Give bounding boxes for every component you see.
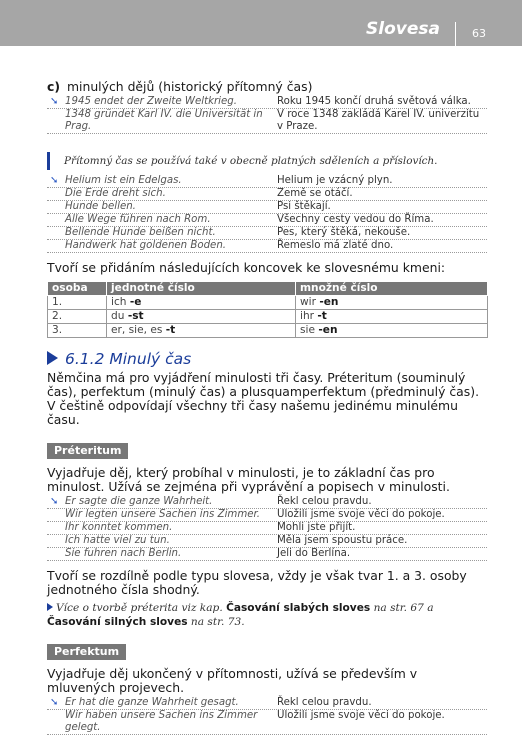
triangle-right-icon [47, 351, 58, 365]
example-cz: Uložili jsme svoje věci do pokoje. [277, 509, 445, 520]
endings-table [47, 281, 488, 338]
pronoun: du [111, 310, 128, 322]
perfektum-examples [47, 697, 487, 735]
example-de: Handwerk hat goldenen Boden. [65, 240, 227, 251]
person-cell: 1. [48, 296, 107, 310]
example-de: 1348 gründet Karl IV. die Universität in Prag. [65, 109, 263, 132]
ref-link-strong-verbs[interactable]: Časování silných sloves [47, 616, 188, 628]
ending: -en [319, 296, 339, 308]
example-row [47, 201, 487, 214]
example-cz: Mohli jste přijít. [277, 522, 356, 533]
example-cz: Země se otáčí. [277, 188, 353, 199]
example-cz: Roku 1945 končí druhá světová válka. [277, 96, 471, 107]
person-cell: 3. [48, 324, 107, 338]
example-row [47, 496, 487, 509]
section-intro: Němčina má pro vyjádření minulosti tři časy. Préteritum (souminulý čas), perfektum (minulý čas) a plusquamperfektum (předminulý čas). V češtině odpovídají všechny tři časy našemu jedinému minulému času. [47, 370, 480, 427]
example-de: Die Erde dreht sich. [65, 188, 166, 199]
pronoun: er, sie, es [111, 324, 166, 336]
example-de: Er hat die ganze Wahrheit gesagt. [65, 697, 239, 708]
ref-text: na str. 73. [187, 616, 245, 628]
example-row [47, 175, 487, 188]
example-row [47, 548, 487, 561]
pronoun: wir [300, 296, 320, 308]
example-row [47, 240, 487, 253]
preteritum-after: Tvoří se rozdílně podle typu slovesa, vždy je však tvar 1. a 3. osoby jednotného čísla shodný. [47, 568, 467, 597]
arrow-down-right-icon: ➘ [50, 96, 59, 107]
table-row [48, 296, 488, 310]
perfektum-label: Perfektum [47, 644, 126, 660]
preteritum-label: Préteritum [47, 443, 128, 459]
header-divider [455, 22, 456, 46]
usage-note: Přítomný čas se používá také v obecně platných sděleních a příslovích. [47, 152, 487, 170]
example-row [47, 710, 487, 735]
example-cz: Měla jsem spoustu práce. [277, 535, 408, 546]
example-cz: Řekl celou pravdu. [277, 496, 372, 507]
example-row [47, 214, 487, 227]
ending: -st [127, 310, 144, 322]
cross-reference [47, 601, 487, 629]
example-de: Wir legten unsere Sachen ins Zimmer. [65, 509, 261, 520]
example-de: Sie fuhren nach Berlin. [65, 548, 182, 559]
example-cz: Všechny cesty vedou do Říma. [277, 214, 434, 225]
singular-cell [107, 296, 296, 310]
example-de: Hunde bellen. [65, 201, 136, 212]
page-content [47, 80, 487, 735]
example-cz: Psi štěkají. [277, 201, 331, 212]
example-de: 1945 endet der Zweite Weltkrieg. [65, 96, 237, 107]
triangle-right-icon [47, 603, 53, 611]
section-title-text: 6.1.2 Minulý čas [65, 350, 192, 368]
arrow-down-right-icon: ➘ [50, 496, 59, 507]
singular-cell [107, 310, 296, 324]
preteritum-examples [47, 496, 487, 561]
c-examples [47, 96, 487, 134]
example-row [47, 96, 487, 109]
example-de: Er sagte die ganze Wahrheit. [65, 496, 213, 507]
ending: -e [129, 296, 142, 308]
preteritum-text: Vyjadřuje děj, který probíhal v minulosti, je to základní čas pro minulost. Užívá se zejména při vyprávění a popisech v minulosti. [47, 465, 450, 494]
perfektum-text: Vyjadřuje děj ukončený v přítomnosti, užívá se především v mluvených projevech. [47, 666, 418, 695]
plural-cell [296, 296, 488, 310]
singular-cell [107, 324, 296, 338]
page-header [0, 0, 522, 46]
table-row [48, 324, 488, 338]
example-row [47, 188, 487, 201]
column-header: osoba [48, 282, 107, 296]
plural-cell [296, 310, 488, 324]
ending: -t [165, 324, 176, 336]
example-cz: Jeli do Berlína. [277, 548, 351, 559]
c-block-heading [47, 80, 487, 94]
example-row [47, 522, 487, 535]
example-cz: Řemeslo má zlaté dno. [277, 240, 394, 251]
example-row [47, 509, 487, 522]
example-de: Ich hatte viel zu tun. [65, 535, 170, 546]
arrow-down-right-icon: ➘ [50, 697, 59, 708]
column-header: množné číslo [296, 282, 488, 296]
c-marker: c) [47, 79, 61, 94]
example-de: Helium ist ein Edelgas. [65, 175, 182, 186]
example-de: Bellende Hunde beißen nicht. [65, 227, 216, 238]
ref-link-weak-verbs[interactable]: Časování slabých sloves [226, 602, 371, 614]
example-cz: Uložili jsme svoje věci do pokoje. [277, 710, 445, 721]
example-de: Ihr konntet kommen. [65, 522, 173, 533]
ending: -en [318, 324, 338, 336]
table-row [48, 310, 488, 324]
example-row [47, 697, 487, 710]
example-cz: Helium je vzácný plyn. [277, 175, 393, 186]
plural-cell [296, 324, 488, 338]
person-cell: 2. [48, 310, 107, 324]
example-row [47, 109, 487, 134]
pronoun: ich [111, 296, 130, 308]
perfektum-block [47, 640, 487, 735]
chapter-title: Slovesa [366, 19, 440, 39]
pronoun: sie [300, 324, 319, 336]
arrow-down-right-icon: ➘ [50, 175, 59, 186]
c-heading-text: minulých dějů (historický přítomný čas) [66, 79, 313, 94]
proverb-examples [47, 175, 487, 253]
preteritum-block [47, 439, 487, 629]
example-row [47, 535, 487, 548]
endings-intro: Tvoří se přidáním následujících koncovek ke slovesnému kmeni: [47, 260, 446, 275]
ending: -t [317, 310, 327, 322]
page-number: 63 [472, 27, 486, 40]
pronoun: ihr [300, 310, 318, 322]
example-cz: V roce 1348 zakládá Karel IV. univerzitu v Praze. [277, 109, 480, 132]
ref-text: Více o tvorbě préterita viz kap. [56, 602, 227, 614]
example-cz: Řekl celou pravdu. [277, 697, 372, 708]
section-title [47, 350, 487, 368]
example-de: Alle Wege führen nach Rom. [65, 214, 211, 225]
example-row [47, 227, 487, 240]
example-de: Wir haben unsere Sachen ins Zimmer gelegt. [65, 710, 258, 733]
example-cz: Pes, který štěká, nekouše. [277, 227, 411, 238]
column-header: jednotné číslo [107, 282, 296, 296]
ref-text: na str. 67 a [370, 602, 434, 614]
